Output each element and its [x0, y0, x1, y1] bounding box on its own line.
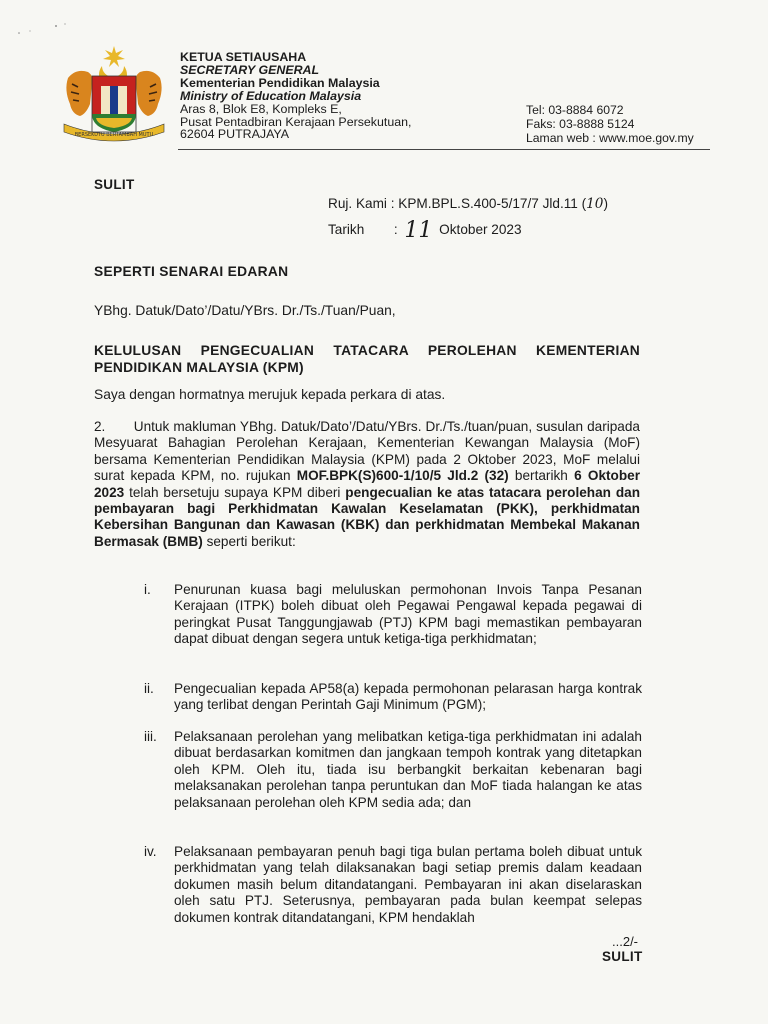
mof-letter-date: 6 Oktober 2023: [94, 468, 640, 500]
list-item-text: Pengecualian kepada AP58(a) kepada permohonan pelarasan harga kontrak yang terlibat dengan Perintah Gaji Minimum (PGM);: [174, 681, 642, 713]
letterhead-ministry-en: Ministry of Education Malaysia: [180, 88, 362, 103]
paragraph-2: [94, 419, 644, 550]
letterhead-title: KETUA SETIAUSAHA: [180, 50, 307, 64]
mof-reference: MOF.BPK(S)600-1/10/5 Jld.2 (32): [296, 468, 509, 484]
date-line: [328, 216, 608, 242]
paragraph-2-mid: bertarikh: [508, 468, 575, 484]
letterhead-title-en: SECRETARY GENERAL: [180, 62, 320, 77]
letterhead-address-1: Aras 8, Blok E8, Kompleks E,: [180, 101, 342, 116]
letterhead-address-2: Pusat Pentadbiran Kerajaan Persekutuan,: [180, 114, 412, 129]
coat-of-arms-icon: [60, 44, 168, 144]
classification-top: SULIT: [94, 177, 135, 192]
list-item-number: i.: [144, 582, 151, 597]
recipients-heading: SEPERTI SENARAI EDARAN: [94, 264, 289, 279]
date-separator: :: [393, 222, 398, 237]
classification-bottom: SULIT: [602, 949, 643, 964]
scan-specks: [14, 18, 74, 38]
list-item-text: Pelaksanaan pembayaran penuh bagi tiga bulan pertama boleh dibuat untuk perkhidmatan yang telah dilaksanakan bagi setiap premis dalam keadaan dokumen masih belum ditandatangani. Pembayaran ini akan diselaraskan oleh satu PTJ. Seterusnya, pembayaran pada bulan keempat selepas dokumen kontrak ditandatangani, KPM hendaklah: [174, 844, 642, 925]
date-day-handwritten: 11: [404, 218, 433, 243]
list-item-text: Penurunan kuasa bagi meluluskan permohonan Invois Tanpa Pesanan Kerajaan (ITPK) boleh dibuat oleh Pegawai Pengawal kepada pegawai di peringkat Pusat Tanggungjawab (PTJ) KPM bagi memastikan pembayaran dapat dibuat dengan segera untuk ketiga-tiga perkhidmatan;: [174, 582, 642, 647]
paragraph-2-lead: 2. Untuk makluman YBhg. Datuk/Dato’/Datu/YBrs. Dr./Ts./tuan/puan, susulan daripada Mesyuarat Bahagian Perolehan Kerajaan, Kementerian Kewangan Malaysia (MoF) bersama Kementerian Pendidikan Malaysia (KPM) pada 2 Oktober 2023, MoF melalui surat kepada KPM, no. rujukan: [94, 419, 644, 484]
paragraph-2-tail: seperti berikut:: [202, 533, 296, 549]
reference-block: [328, 192, 608, 242]
letterhead-address-3: 62604 PUTRAJAYA: [180, 127, 290, 142]
page-continuation: ...2/-: [612, 934, 639, 949]
letterhead-fax: Faks: 03-8888 5124: [526, 116, 635, 131]
letterhead-web[interactable]: Laman web : www.moe.gov.my: [526, 130, 694, 145]
paragraph-1: Saya dengan hormatnya merujuk kepada perkara di atas.: [94, 387, 446, 402]
date-month-year: Oktober 2023: [439, 222, 522, 237]
reference-line: [328, 192, 608, 216]
letterhead-contact: [526, 104, 694, 145]
letterhead-org: [180, 51, 411, 141]
list-item-number: iii.: [144, 729, 157, 744]
exemption-scope: pengecualian ke atas tatacara perolehan dan pembayaran bagi Perkhidmatan Kawalan Keselamatan (PKK), perkhidmatan Kebersihan Bangunan dan Kawasan (KBK) dan perkhidmatan Membekal Makanan Bermasak (BMB): [94, 484, 640, 549]
letterhead-tel: Tel: 03-8884 6072: [526, 103, 624, 117]
subject-heading: KELULUSAN PENGECUALIAN TATACARA PEROLEHAN KEMENTERIAN PENDIDIKAN MALAYSIA (KPM): [94, 343, 640, 375]
reference-close: ): [603, 196, 608, 211]
date-label: Tarikh: [328, 222, 365, 237]
paragraph-2-mid2: telah bersetuju supaya KPM diberi: [124, 484, 346, 500]
list-item-number: iv.: [144, 844, 157, 859]
letterhead-divider: [178, 149, 710, 150]
list-item-number: ii.: [144, 681, 154, 696]
reference-handwritten: 10: [586, 196, 604, 212]
crest-motto: BERSEKUTU BERTAMBAH MUTU: [74, 132, 154, 138]
list-item-text: Pelaksanaan perolehan yang melibatkan ketiga-tiga perkhidmatan ini adalah dibuat berdasarkan komitmen dan jangkaan tempoh kontrak yang ditetapkan oleh KPM. Oleh itu, tiada isu berbangkit berkaitan kebenaran bagi melaksanakan perolehan tanpa peruntukan dan MoF tiada halangan ke atas pelaksanaan perolehan oleh KPM sedia ada; dan: [174, 729, 642, 810]
letterhead-ministry: Kementerian Pendidikan Malaysia: [180, 75, 380, 90]
reference-number: Ruj. Kami : KPM.BPL.S.400-5/17/7 Jld.11 (: [328, 196, 587, 211]
salutation: YBhg. Datuk/Dato’/Datu/YBrs. Dr./Ts./Tuan/Puan,: [94, 303, 396, 318]
